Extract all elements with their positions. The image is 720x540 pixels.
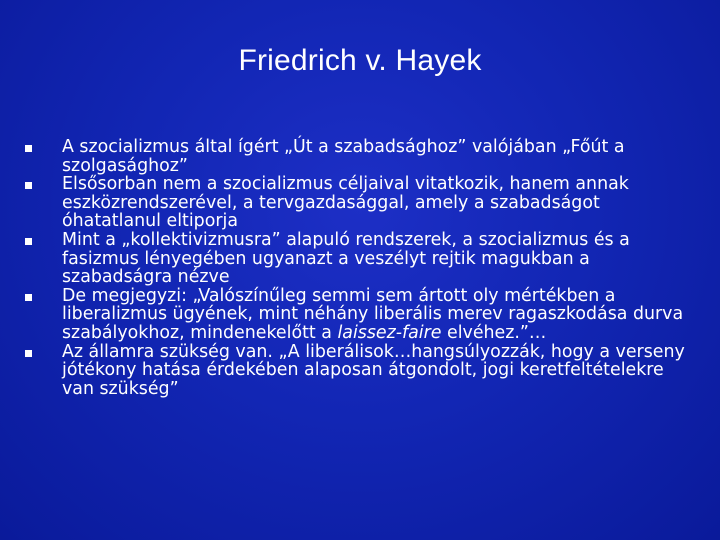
slide-title: Friedrich v. Hayek [238, 44, 482, 77]
bullet-item [24, 343, 696, 399]
square-bullet-icon [25, 182, 32, 189]
bullet-text: Az államra szükség van. „A liberálisok…hangsúlyozzák, hogy a verseny jótékony hatása érdekében alaposan átgondolt, jogi keretfeltételekre van szükség” [62, 341, 685, 399]
bullet-item [24, 287, 696, 343]
bullet-text [62, 286, 683, 343]
bullet-text-segment: De megjegyzi: „Valószínűleg semmi sem ártott oly mértékben a liberalizmus ügyének, mint néhány liberális merev ragaszkodása durva szabályokhoz, mindenekelőtt a [62, 285, 684, 343]
bullet-text: A szocializmus által ígért „Út a szabadsághoz” valójában „Főút a szolgasághoz” [62, 137, 625, 176]
italic-term: laissez-faire [337, 322, 442, 343]
square-bullet-icon [25, 294, 32, 301]
bullet-text: Elsősorban nem a szocializmus céljaival vitatkozik, hanem annak eszközrendszerével, a tervgazdasággal, amely a szabadságot óhatatlanul eltiporja [62, 174, 629, 232]
square-bullet-icon [25, 350, 32, 357]
bullet-item [24, 231, 696, 287]
square-bullet-icon [25, 238, 32, 245]
bullet-item [24, 175, 696, 231]
square-bullet-icon [25, 145, 32, 152]
bullet-list [24, 138, 696, 398]
bullet-text: Mint a „kollektivizmusra” alapuló rendszerek, a szocializmus és a fasizmus lényegében ugyanazt a veszélyt rejtik magukban a szabadságra nézve [62, 229, 630, 288]
bullet-item [24, 138, 696, 175]
bullet-text-segment: elvéhez.”… [441, 322, 547, 343]
